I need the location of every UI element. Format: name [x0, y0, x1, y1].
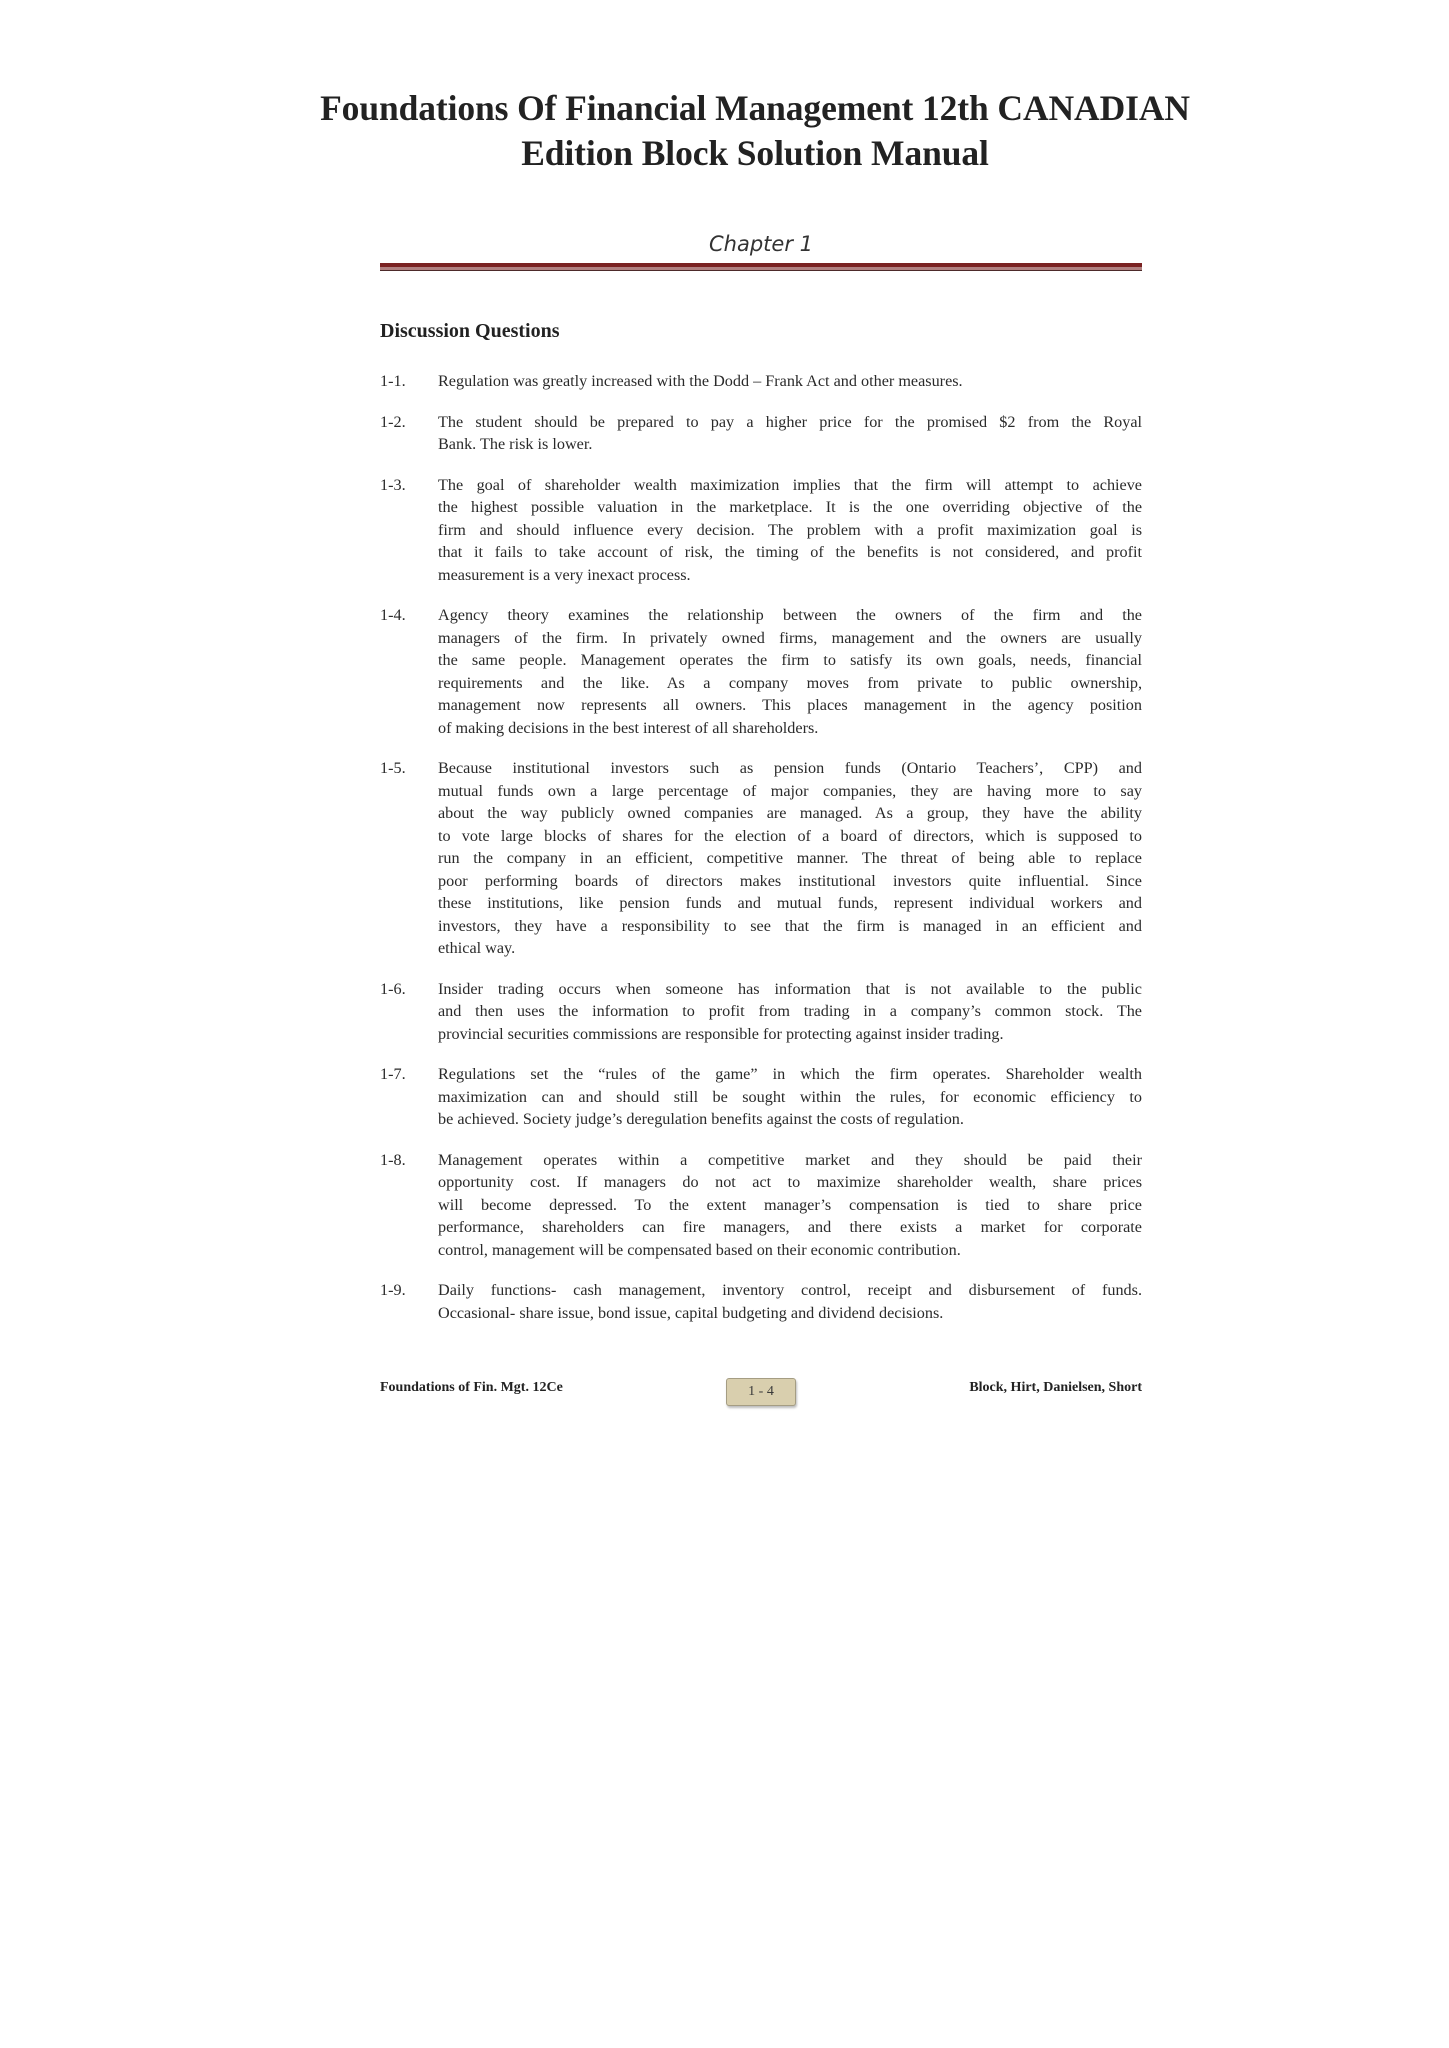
answer-line: about the way publicly owned companies are managed. As a group, they have the ability: [438, 804, 1142, 822]
question-answer-text: [438, 978, 1142, 1046]
footer-authors: Block, Hirt, Danielsen, Short: [969, 1380, 1142, 1395]
answer-line: will become depressed. To the extent manager’s compensation is tied to share price: [438, 1195, 1142, 1214]
answer-line: The student should be prepared to pay a higher price for the promised $2 from the Royal: [438, 412, 1142, 431]
question-number: 1-3.: [380, 475, 406, 494]
answer-line: investors, they have a responsibility to see that the firm is managed in an efficient and: [438, 916, 1142, 935]
chapter-heading: Chapter 1: [709, 232, 813, 256]
answer-line: ethical way.: [438, 939, 516, 957]
answer-line: opportunity cost. If managers do not act to maximize shareholder wealth, share prices: [438, 1173, 1142, 1191]
question-number: 1-2.: [380, 412, 406, 431]
answer-line: mutual funds own a large percentage of major companies, they are having more to say: [438, 781, 1142, 800]
page-title-line-2: Edition Block Solution Manual: [521, 133, 989, 173]
answer-line: control, management will be compensated based on their economic contribution.: [438, 1240, 961, 1259]
question-number: 1-5.: [380, 759, 406, 777]
answer-line: the same people. Management operates the firm to satisfy its own goals, needs, financial: [438, 651, 1142, 669]
discussion-question-item: [380, 1063, 1142, 1131]
discussion-question-item: [380, 1279, 1142, 1324]
answer-line: management now represents all owners. This places management in the agency position: [438, 696, 1142, 714]
discussion-question-item: [380, 1149, 1142, 1262]
question-answer-text: [438, 1063, 1142, 1131]
answer-line: Because institutional investors such as pension funds (Ontario Teachers’, CPP) and: [438, 759, 1142, 777]
discussion-question-item: [380, 757, 1142, 960]
answer-line: and then uses the information to profit from trading in a company’s common stock. The: [438, 1002, 1142, 1020]
answer-line: Regulations set the “rules of the game” in which the firm operates. Shareholder wealth: [438, 1065, 1142, 1083]
answer-line: firm and should influence every decision. The problem with a profit maximization goal is: [438, 520, 1142, 539]
answer-line: maximization can and should still be sought within the rules, for economic efficiency to: [438, 1087, 1142, 1106]
discussion-question-list: [380, 370, 1142, 1342]
question-answer-text: [438, 1149, 1142, 1262]
answer-line: Agency theory examines the relationship between the owners of the firm and the: [438, 606, 1142, 624]
discussion-question-item: [380, 604, 1142, 739]
answer-line: poor performing boards of directors makes institutional investors quite influential. Since: [438, 871, 1142, 890]
answer-line: be achieved. Society judge’s deregulation benefits against the costs of regulation.: [438, 1110, 964, 1128]
answer-line: measurement is a very inexact process.: [438, 565, 691, 584]
answer-line: performance, shareholders can fire managers, and there exists a market for corporate: [438, 1218, 1142, 1236]
answer-line: that it fails to take account of risk, the timing of the benefits is not considered, and profit: [438, 543, 1142, 561]
question-answer-text: [438, 370, 1142, 393]
footer-book-title: Foundations of Fin. Mgt. 12Ce: [380, 1380, 563, 1395]
question-answer-text: [438, 411, 1142, 456]
page-title-line-1: Foundations Of Financial Management 12th CANADIAN: [320, 88, 1190, 128]
page-title: [200, 86, 1310, 176]
answer-line: Bank. The risk is lower.: [438, 435, 593, 453]
footer-page-number: 1 - 4: [726, 1378, 796, 1406]
question-answer-text: [438, 757, 1142, 960]
question-number: 1-4.: [380, 606, 406, 624]
chapter-divider: [380, 263, 1142, 270]
answer-line: Management operates within a competitive market and they should be paid their: [438, 1150, 1142, 1169]
answer-line: The goal of shareholder wealth maximization implies that the firm will attempt to achieve: [438, 475, 1142, 494]
question-number: 1-1.: [380, 372, 406, 390]
discussion-question-item: [380, 474, 1142, 587]
answer-line: Regulation was greatly increased with the Dodd – Frank Act and other measures.: [438, 372, 963, 390]
question-number: 1-8.: [380, 1150, 406, 1169]
question-number: 1-7.: [380, 1065, 406, 1083]
discussion-question-item: [380, 978, 1142, 1046]
answer-line: managers of the firm. In privately owned firms, management and the owners are usually: [438, 628, 1142, 647]
answer-line: requirements and the like. As a company moves from private to public ownership,: [438, 673, 1142, 692]
answer-line: Daily functions- cash management, inventory control, receipt and disbursement of funds.: [438, 1281, 1142, 1299]
discussion-question-item: [380, 411, 1142, 456]
answer-line: Insider trading occurs when someone has information that is not available to the public: [438, 979, 1142, 998]
answer-line: Occasional- share issue, bond issue, capital budgeting and dividend decisions.: [438, 1303, 944, 1322]
section-heading: Discussion Questions: [380, 320, 560, 342]
question-answer-text: [438, 1279, 1142, 1324]
answer-line: the highest possible valuation in the marketplace. It is the one overriding objective of the: [438, 498, 1142, 516]
answer-line: provincial securities commissions are responsible for protecting against insider trading.: [438, 1024, 1004, 1043]
answer-line: these institutions, like pension funds and mutual funds, represent individual workers and: [438, 894, 1142, 912]
answer-line: to vote large blocks of shares for the election of a board of directors, which is supposed to: [438, 826, 1142, 845]
question-number: 1-9.: [380, 1281, 406, 1299]
question-number: 1-6.: [380, 979, 406, 998]
discussion-question-item: [380, 370, 1142, 393]
answer-line: run the company in an efficient, competitive manner. The threat of being able to replace: [438, 849, 1142, 867]
question-answer-text: [438, 604, 1142, 739]
answer-line: of making decisions in the best interest of all shareholders.: [438, 718, 819, 737]
question-answer-text: [438, 474, 1142, 587]
